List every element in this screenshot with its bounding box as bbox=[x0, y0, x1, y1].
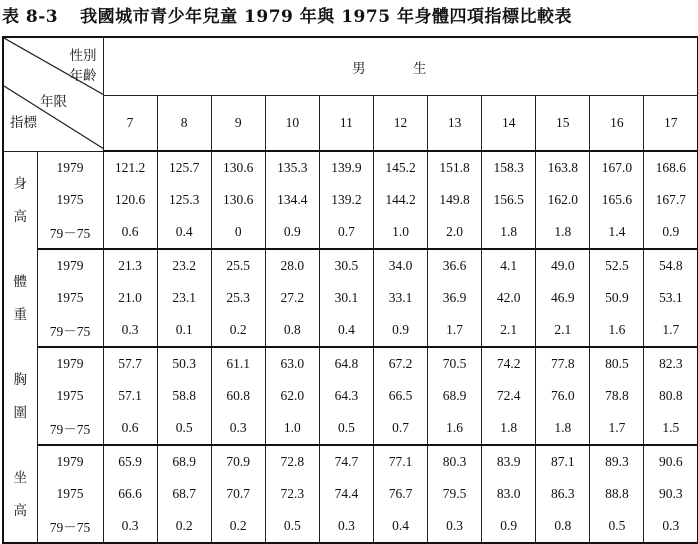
value-cell: 151.8 bbox=[428, 151, 482, 184]
age-header-10: 10 bbox=[265, 96, 319, 152]
value-cell: 1.8 bbox=[482, 216, 536, 249]
table-row bbox=[3, 249, 698, 282]
value-cell: 64.3 bbox=[319, 380, 373, 412]
value-cell: 0.3 bbox=[103, 510, 157, 543]
value-cell: 0.5 bbox=[590, 510, 644, 543]
value-cell: 42.0 bbox=[482, 282, 536, 314]
value-cell: 49.0 bbox=[536, 249, 590, 282]
table-number: 表 8-3 bbox=[2, 7, 59, 27]
value-cell: 0.9 bbox=[482, 510, 536, 543]
table-row bbox=[3, 184, 698, 216]
value-cell: 0.7 bbox=[373, 412, 427, 445]
value-cell: 0.5 bbox=[265, 510, 319, 543]
value-cell: 88.8 bbox=[590, 478, 644, 510]
age-header-11: 11 bbox=[319, 96, 373, 152]
table-row bbox=[3, 314, 698, 347]
value-cell: 156.5 bbox=[482, 184, 536, 216]
value-cell: 76.0 bbox=[536, 380, 590, 412]
value-cell: 53.1 bbox=[644, 282, 698, 314]
category-char: 坐 bbox=[13, 469, 27, 485]
value-cell: 0.4 bbox=[319, 314, 373, 347]
value-cell: 23.1 bbox=[157, 282, 211, 314]
value-cell: 80.3 bbox=[428, 445, 482, 478]
year-label-cell: 79－75 bbox=[37, 216, 103, 249]
value-cell: 145.2 bbox=[373, 151, 427, 184]
value-cell: 61.1 bbox=[211, 347, 265, 380]
value-cell: 83.9 bbox=[482, 445, 536, 478]
table-row bbox=[3, 216, 698, 249]
value-cell: 0.8 bbox=[536, 510, 590, 543]
table-row bbox=[3, 445, 698, 478]
value-cell: 77.8 bbox=[536, 347, 590, 380]
category-cell bbox=[3, 347, 37, 445]
value-cell: 0.2 bbox=[211, 510, 265, 543]
value-cell: 1.6 bbox=[428, 412, 482, 445]
age-header-15: 15 bbox=[536, 96, 590, 152]
value-cell: 0.3 bbox=[644, 510, 698, 543]
value-cell: 1.8 bbox=[536, 412, 590, 445]
value-cell: 1.5 bbox=[644, 412, 698, 445]
value-cell: 1.7 bbox=[590, 412, 644, 445]
category-char: 圍 bbox=[13, 405, 27, 420]
value-cell: 0.8 bbox=[265, 314, 319, 347]
age-header-12: 12 bbox=[373, 96, 427, 152]
value-cell: 163.8 bbox=[536, 151, 590, 184]
value-cell: 80.5 bbox=[590, 347, 644, 380]
value-cell: 0 bbox=[211, 216, 265, 249]
value-cell: 0.4 bbox=[373, 510, 427, 543]
category-cell bbox=[3, 249, 37, 347]
year-label-cell: 1979 bbox=[37, 249, 103, 282]
age-header-16: 16 bbox=[590, 96, 644, 152]
value-cell: 2.1 bbox=[482, 314, 536, 347]
age-header-17: 17 bbox=[644, 96, 698, 152]
value-cell: 30.1 bbox=[319, 282, 373, 314]
value-cell: 50.3 bbox=[157, 347, 211, 380]
value-cell: 65.9 bbox=[103, 445, 157, 478]
value-cell: 1.6 bbox=[590, 314, 644, 347]
value-cell: 68.7 bbox=[157, 478, 211, 510]
value-cell: 77.1 bbox=[373, 445, 427, 478]
value-cell: 1.0 bbox=[373, 216, 427, 249]
age-header-row bbox=[3, 96, 698, 152]
value-cell: 1.4 bbox=[590, 216, 644, 249]
value-cell: 149.8 bbox=[428, 184, 482, 216]
value-cell: 67.2 bbox=[373, 347, 427, 380]
value-cell: 74.7 bbox=[319, 445, 373, 478]
value-cell: 0.9 bbox=[644, 216, 698, 249]
value-cell: 0.3 bbox=[211, 412, 265, 445]
value-cell: 78.8 bbox=[590, 380, 644, 412]
value-cell: 30.5 bbox=[319, 249, 373, 282]
value-cell: 1.7 bbox=[644, 314, 698, 347]
value-cell: 50.9 bbox=[590, 282, 644, 314]
value-cell: 66.6 bbox=[103, 478, 157, 510]
value-cell: 68.9 bbox=[428, 380, 482, 412]
value-cell: 1.0 bbox=[265, 412, 319, 445]
value-cell: 76.7 bbox=[373, 478, 427, 510]
value-cell: 0.6 bbox=[103, 216, 157, 249]
value-cell: 52.5 bbox=[590, 249, 644, 282]
year-label-cell: 1975 bbox=[37, 184, 103, 216]
value-cell: 0.2 bbox=[157, 510, 211, 543]
year-label-cell: 1979 bbox=[37, 445, 103, 478]
value-cell: 165.6 bbox=[590, 184, 644, 216]
value-cell: 0.1 bbox=[157, 314, 211, 347]
value-cell: 134.4 bbox=[265, 184, 319, 216]
value-cell: 36.9 bbox=[428, 282, 482, 314]
value-cell: 64.8 bbox=[319, 347, 373, 380]
value-cell: 54.8 bbox=[644, 249, 698, 282]
value-cell: 0.3 bbox=[103, 314, 157, 347]
indicator-label: 指標 bbox=[10, 115, 37, 131]
value-cell: 70.7 bbox=[211, 478, 265, 510]
value-cell: 0.6 bbox=[103, 412, 157, 445]
value-cell: 144.2 bbox=[373, 184, 427, 216]
value-cell: 0.9 bbox=[373, 314, 427, 347]
value-cell: 70.5 bbox=[428, 347, 482, 380]
year-label: 年限 bbox=[40, 94, 67, 110]
value-cell: 1.8 bbox=[536, 216, 590, 249]
value-cell: 72.8 bbox=[265, 445, 319, 478]
value-cell: 33.1 bbox=[373, 282, 427, 314]
value-cell: 70.9 bbox=[211, 445, 265, 478]
year-label-cell: 1979 bbox=[37, 347, 103, 380]
value-cell: 90.6 bbox=[644, 445, 698, 478]
value-cell: 0.7 bbox=[319, 216, 373, 249]
age-header-8: 8 bbox=[157, 96, 211, 152]
value-cell: 57.7 bbox=[103, 347, 157, 380]
value-cell: 66.5 bbox=[373, 380, 427, 412]
year-label-cell: 1979 bbox=[37, 151, 103, 184]
value-cell: 23.2 bbox=[157, 249, 211, 282]
category-char: 身 bbox=[13, 176, 27, 192]
value-cell: 21.3 bbox=[103, 249, 157, 282]
value-cell: 0.3 bbox=[428, 510, 482, 543]
value-cell: 0.9 bbox=[265, 216, 319, 249]
table-row bbox=[3, 510, 698, 543]
header-corner-cell bbox=[3, 37, 103, 151]
value-cell: 79.5 bbox=[428, 478, 482, 510]
value-cell: 135.3 bbox=[265, 151, 319, 184]
category-char: 胸 bbox=[13, 372, 27, 387]
value-cell: 25.3 bbox=[211, 282, 265, 314]
value-cell: 72.3 bbox=[265, 478, 319, 510]
year-label-cell: 79－75 bbox=[37, 314, 103, 347]
table-row bbox=[3, 282, 698, 314]
value-cell: 89.3 bbox=[590, 445, 644, 478]
value-cell: 74.4 bbox=[319, 478, 373, 510]
value-cell: 0.3 bbox=[319, 510, 373, 543]
value-cell: 90.3 bbox=[644, 478, 698, 510]
value-cell: 130.6 bbox=[211, 184, 265, 216]
category-char: 高 bbox=[13, 209, 27, 225]
value-cell: 167.0 bbox=[590, 151, 644, 184]
value-cell: 83.0 bbox=[482, 478, 536, 510]
table-row bbox=[3, 412, 698, 445]
value-cell: 0.5 bbox=[319, 412, 373, 445]
category-cell bbox=[3, 151, 37, 249]
table-caption: 我國城市青少年兒童 1979 年與 1975 年身體四項指標比較表 bbox=[80, 7, 572, 27]
value-cell: 158.3 bbox=[482, 151, 536, 184]
value-cell: 58.8 bbox=[157, 380, 211, 412]
value-cell: 167.7 bbox=[644, 184, 698, 216]
male-header: 男 生 bbox=[103, 37, 698, 96]
value-cell: 130.6 bbox=[211, 151, 265, 184]
value-cell: 46.9 bbox=[536, 282, 590, 314]
value-cell: 82.3 bbox=[644, 347, 698, 380]
year-label-cell: 79－75 bbox=[37, 510, 103, 543]
age-header-7: 7 bbox=[103, 96, 157, 152]
year-label-cell: 1975 bbox=[37, 380, 103, 412]
value-cell: 125.3 bbox=[157, 184, 211, 216]
value-cell: 1.8 bbox=[482, 412, 536, 445]
value-cell: 57.1 bbox=[103, 380, 157, 412]
table-row bbox=[3, 380, 698, 412]
value-cell: 60.8 bbox=[211, 380, 265, 412]
table-row bbox=[3, 151, 698, 184]
sex-label: 性別 bbox=[69, 48, 97, 64]
value-cell: 25.5 bbox=[211, 249, 265, 282]
value-cell: 74.2 bbox=[482, 347, 536, 380]
category-char: 體 bbox=[13, 274, 27, 289]
age-header-13: 13 bbox=[428, 96, 482, 152]
value-cell: 139.2 bbox=[319, 184, 373, 216]
value-cell: 120.6 bbox=[103, 184, 157, 216]
value-cell: 1.7 bbox=[428, 314, 482, 347]
value-cell: 2.1 bbox=[536, 314, 590, 347]
age-header-9: 9 bbox=[211, 96, 265, 152]
category-cell bbox=[3, 445, 37, 543]
value-cell: 162.0 bbox=[536, 184, 590, 216]
year-label-cell: 79－75 bbox=[37, 412, 103, 445]
value-cell: 21.0 bbox=[103, 282, 157, 314]
indicator-table bbox=[2, 36, 698, 544]
table-row bbox=[3, 347, 698, 380]
value-cell: 28.0 bbox=[265, 249, 319, 282]
year-label-cell: 1975 bbox=[37, 282, 103, 314]
value-cell: 63.0 bbox=[265, 347, 319, 380]
value-cell: 139.9 bbox=[319, 151, 373, 184]
value-cell: 68.9 bbox=[157, 445, 211, 478]
value-cell: 0.2 bbox=[211, 314, 265, 347]
table-title bbox=[2, 2, 572, 32]
value-cell: 72.4 bbox=[482, 380, 536, 412]
age-label: 年齡 bbox=[69, 68, 97, 84]
value-cell: 4.1 bbox=[482, 249, 536, 282]
value-cell: 0.5 bbox=[157, 412, 211, 445]
value-cell: 168.6 bbox=[644, 151, 698, 184]
category-char: 高 bbox=[13, 502, 27, 518]
table-row bbox=[3, 478, 698, 510]
value-cell: 2.0 bbox=[428, 216, 482, 249]
value-cell: 125.7 bbox=[157, 151, 211, 184]
value-cell: 87.1 bbox=[536, 445, 590, 478]
age-header-14: 14 bbox=[482, 96, 536, 152]
value-cell: 62.0 bbox=[265, 380, 319, 412]
value-cell: 80.8 bbox=[644, 380, 698, 412]
value-cell: 0.4 bbox=[157, 216, 211, 249]
value-cell: 34.0 bbox=[373, 249, 427, 282]
value-cell: 36.6 bbox=[428, 249, 482, 282]
value-cell: 86.3 bbox=[536, 478, 590, 510]
value-cell: 27.2 bbox=[265, 282, 319, 314]
value-cell: 121.2 bbox=[103, 151, 157, 184]
year-label-cell: 1975 bbox=[37, 478, 103, 510]
category-char: 重 bbox=[13, 307, 27, 322]
